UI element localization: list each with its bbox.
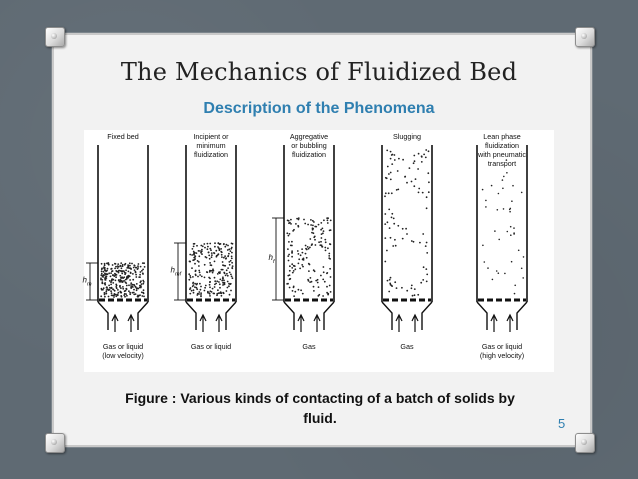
pin-icon-top-left <box>45 27 65 47</box>
col-3-height-label: h <box>268 253 273 262</box>
col-5-gas-label-2: (high velocity) <box>479 351 525 360</box>
fluidized-bed-figure <box>84 130 554 372</box>
col-4-particles <box>384 149 430 297</box>
col-4-taper-left <box>382 302 392 330</box>
col-1-gas-label-2: (low velocity) <box>102 351 144 360</box>
col-4-gas-label-1: Gas <box>400 342 414 351</box>
pin-icon-bottom-right <box>575 433 595 453</box>
figure-caption <box>80 388 560 428</box>
pin-icon-top-right <box>575 27 595 47</box>
col-5-particles <box>482 159 525 294</box>
col-2-taper-right <box>226 302 236 330</box>
col-3-taper-right <box>324 302 334 330</box>
slide-subtitle: Description of the Phenomena <box>203 100 435 117</box>
col-1-gas-label-1: Gas or liquid <box>102 342 144 351</box>
col-5-label-line-1: Lean phase <box>483 132 521 141</box>
col-1-height-label: h <box>82 275 87 285</box>
col-3-label-line-3: fluidization <box>292 150 326 159</box>
col-5-taper-left <box>477 302 487 330</box>
col-3-height-subscript: f <box>273 259 275 265</box>
col-2-label-line-2: minimum <box>196 141 226 150</box>
col-2-particles <box>188 242 233 297</box>
col-5-label-line-4: transport <box>487 159 517 168</box>
col-3-taper-left <box>284 302 294 330</box>
col-5-label-line-2: fluidization <box>485 141 519 150</box>
caption-line-1: Figure : Various kinds of contacting of a batch of solids by <box>125 390 515 406</box>
col-1-taper-left <box>98 302 108 330</box>
col-1-particles <box>100 262 145 298</box>
caption-line-2: fluid. <box>303 410 337 426</box>
col-1-height-subscript: m <box>87 281 92 288</box>
pin-icon-bottom-left <box>45 433 65 453</box>
col-3-gas-label-1: Gas <box>302 342 316 351</box>
col-2-label-line-3: fluidization <box>194 150 228 159</box>
col-2-height-subscript: mf <box>175 271 182 278</box>
col-4-label-line-1: Slugging <box>393 132 421 141</box>
col-4-taper-right <box>422 302 432 330</box>
col-3-particles <box>286 217 331 297</box>
col-1-label-line-1: Fixed bed <box>107 132 139 141</box>
slide-title: The Mechanics of Fluidized Bed <box>120 58 518 86</box>
col-5-taper-right <box>517 302 527 330</box>
col-5-label-line-3: with pneumatic <box>478 150 526 159</box>
col-2-label-line-1: Incipient or <box>193 132 229 141</box>
col-3-label-line-1: Aggregative <box>289 132 329 141</box>
fluidized-bed-diagram <box>84 130 554 372</box>
col-3-label-line-2: or bubbling <box>291 141 327 150</box>
col-2-height-label: h <box>170 265 175 275</box>
page-number: 5 <box>558 416 566 431</box>
col-5-gas-label-1: Gas or liquid <box>481 342 523 351</box>
col-2-gas-label-1: Gas or liquid <box>190 342 232 351</box>
col-1-taper-right <box>138 302 148 330</box>
col-2-taper-left <box>186 302 196 330</box>
